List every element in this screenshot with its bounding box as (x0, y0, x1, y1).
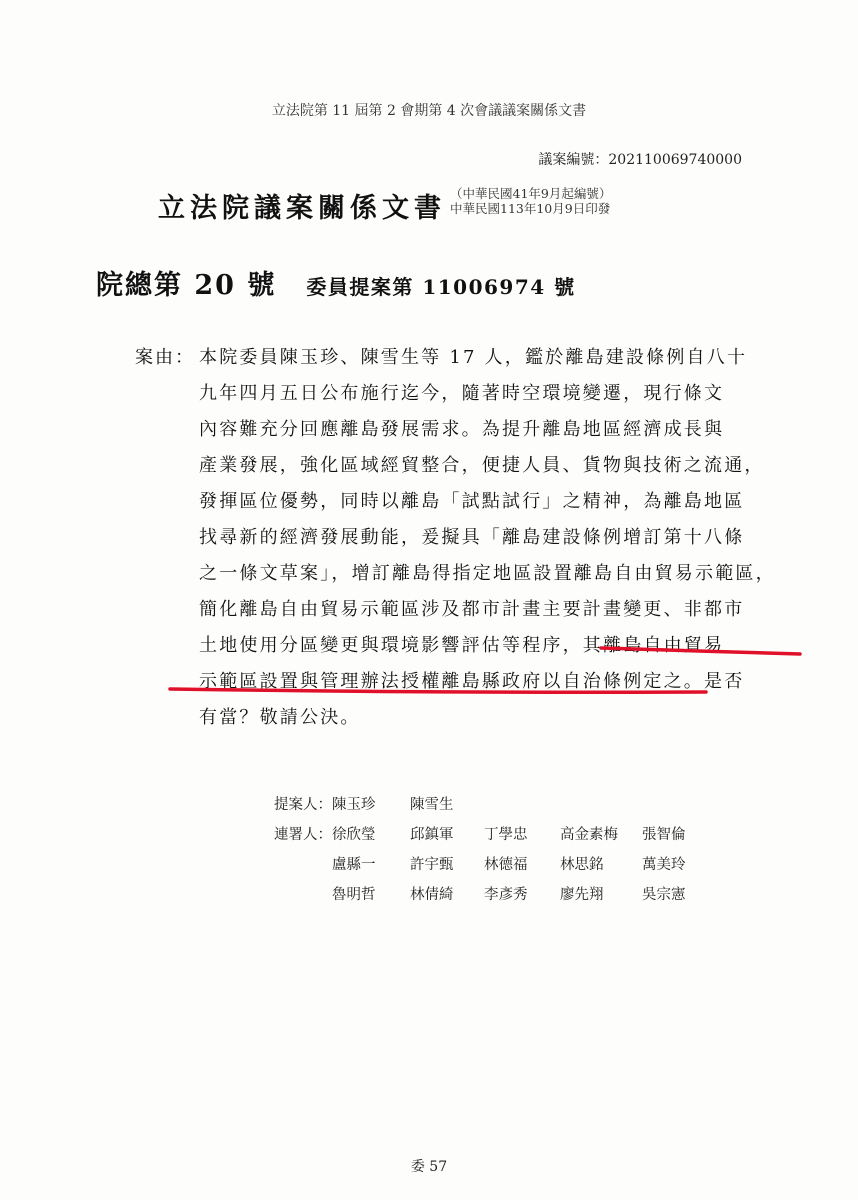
section-line (96, 263, 576, 302)
document-title: 立法院議案關係文書 (158, 193, 446, 224)
proposer-name: 陳雪生 (410, 797, 454, 813)
reason-line: 簡化離島自由貿易示範區涉及都市計畫主要計畫變更、非都市 (199, 599, 745, 620)
reason-line: 找尋新的經濟發展動能，爰擬具「離島建設條例增訂第十八條 (199, 527, 745, 548)
cosigner-name: 魯明哲 (332, 887, 376, 903)
cosigner-name: 吳宗憲 (642, 887, 686, 903)
reason-line: 本院委員陳玉珍、陳雪生等 17 人，鑑於離島建設條例自八十 (199, 347, 748, 368)
page-header: 立法院第 11 屆第 2 會期第 4 次會議議案關係文書 (271, 103, 587, 119)
print-date: 中華民國113年10月9日印發 (450, 201, 611, 216)
reason-line: 發揮區位優勢，同時以離島「試點試行」之精神，為離島地區 (199, 491, 745, 512)
case-reason-label: 案由： (135, 347, 195, 368)
cosigner-name: 李彥秀 (484, 887, 528, 903)
section-number: 院總第 20 號 (96, 270, 277, 301)
cosigner-name: 邱鎮軍 (410, 827, 454, 843)
cosigner-name: 萬美玲 (642, 857, 686, 873)
cosigner-label: 連署人： (274, 827, 332, 843)
reason-line: 產業發展，強化區域經貿整合，便捷人員、貨物與技術之流通， (199, 455, 765, 476)
cosigner-name: 林德福 (484, 857, 528, 873)
reason-line: 內容難充分回應離島發展需求。為提升離島地區經濟成長與 (199, 419, 725, 440)
proposal-number: 委員提案第 11006974 號 (306, 275, 576, 299)
reason-line: 之一條文草案」，增訂離島得指定地區設置離島自由貿易示範區， (199, 563, 776, 584)
cosigner-name: 張智倫 (642, 827, 686, 843)
cosigner-name: 丁學忠 (484, 827, 528, 843)
reason-line: 示範區設置與管理辦法授權離島縣政府以自治條例定之。是否 (199, 671, 745, 692)
cosigner-name: 徐欣瑩 (332, 827, 376, 843)
proposer-name: 陳玉珍 (332, 797, 376, 813)
reason-line: 有當？敬請公決。 (199, 707, 361, 728)
cosigner-name: 許宇甄 (410, 857, 454, 873)
cosigner-name: 林倩綺 (410, 887, 454, 903)
cosigner-name: 盧縣一 (332, 857, 376, 873)
page-number: 委 57 (410, 1159, 448, 1175)
numbering-note: （中華民國41年9月起編號） (450, 186, 612, 201)
document-meta (450, 186, 611, 216)
cosigner-name: 廖先翔 (560, 887, 604, 903)
bill-number: 議案編號：202110069740000 (538, 152, 742, 168)
cosigner-name: 高金素梅 (560, 827, 618, 843)
cosigner-name: 林思銘 (560, 857, 604, 873)
reason-line: 土地使用分區變更與環境影響評估等程序，其離島自由貿易 (199, 635, 725, 656)
proposer-label: 提案人： (274, 797, 332, 813)
reason-line: 九年四月五日公布施行迄今，隨著時空環境變遷，現行條文 (199, 383, 725, 404)
